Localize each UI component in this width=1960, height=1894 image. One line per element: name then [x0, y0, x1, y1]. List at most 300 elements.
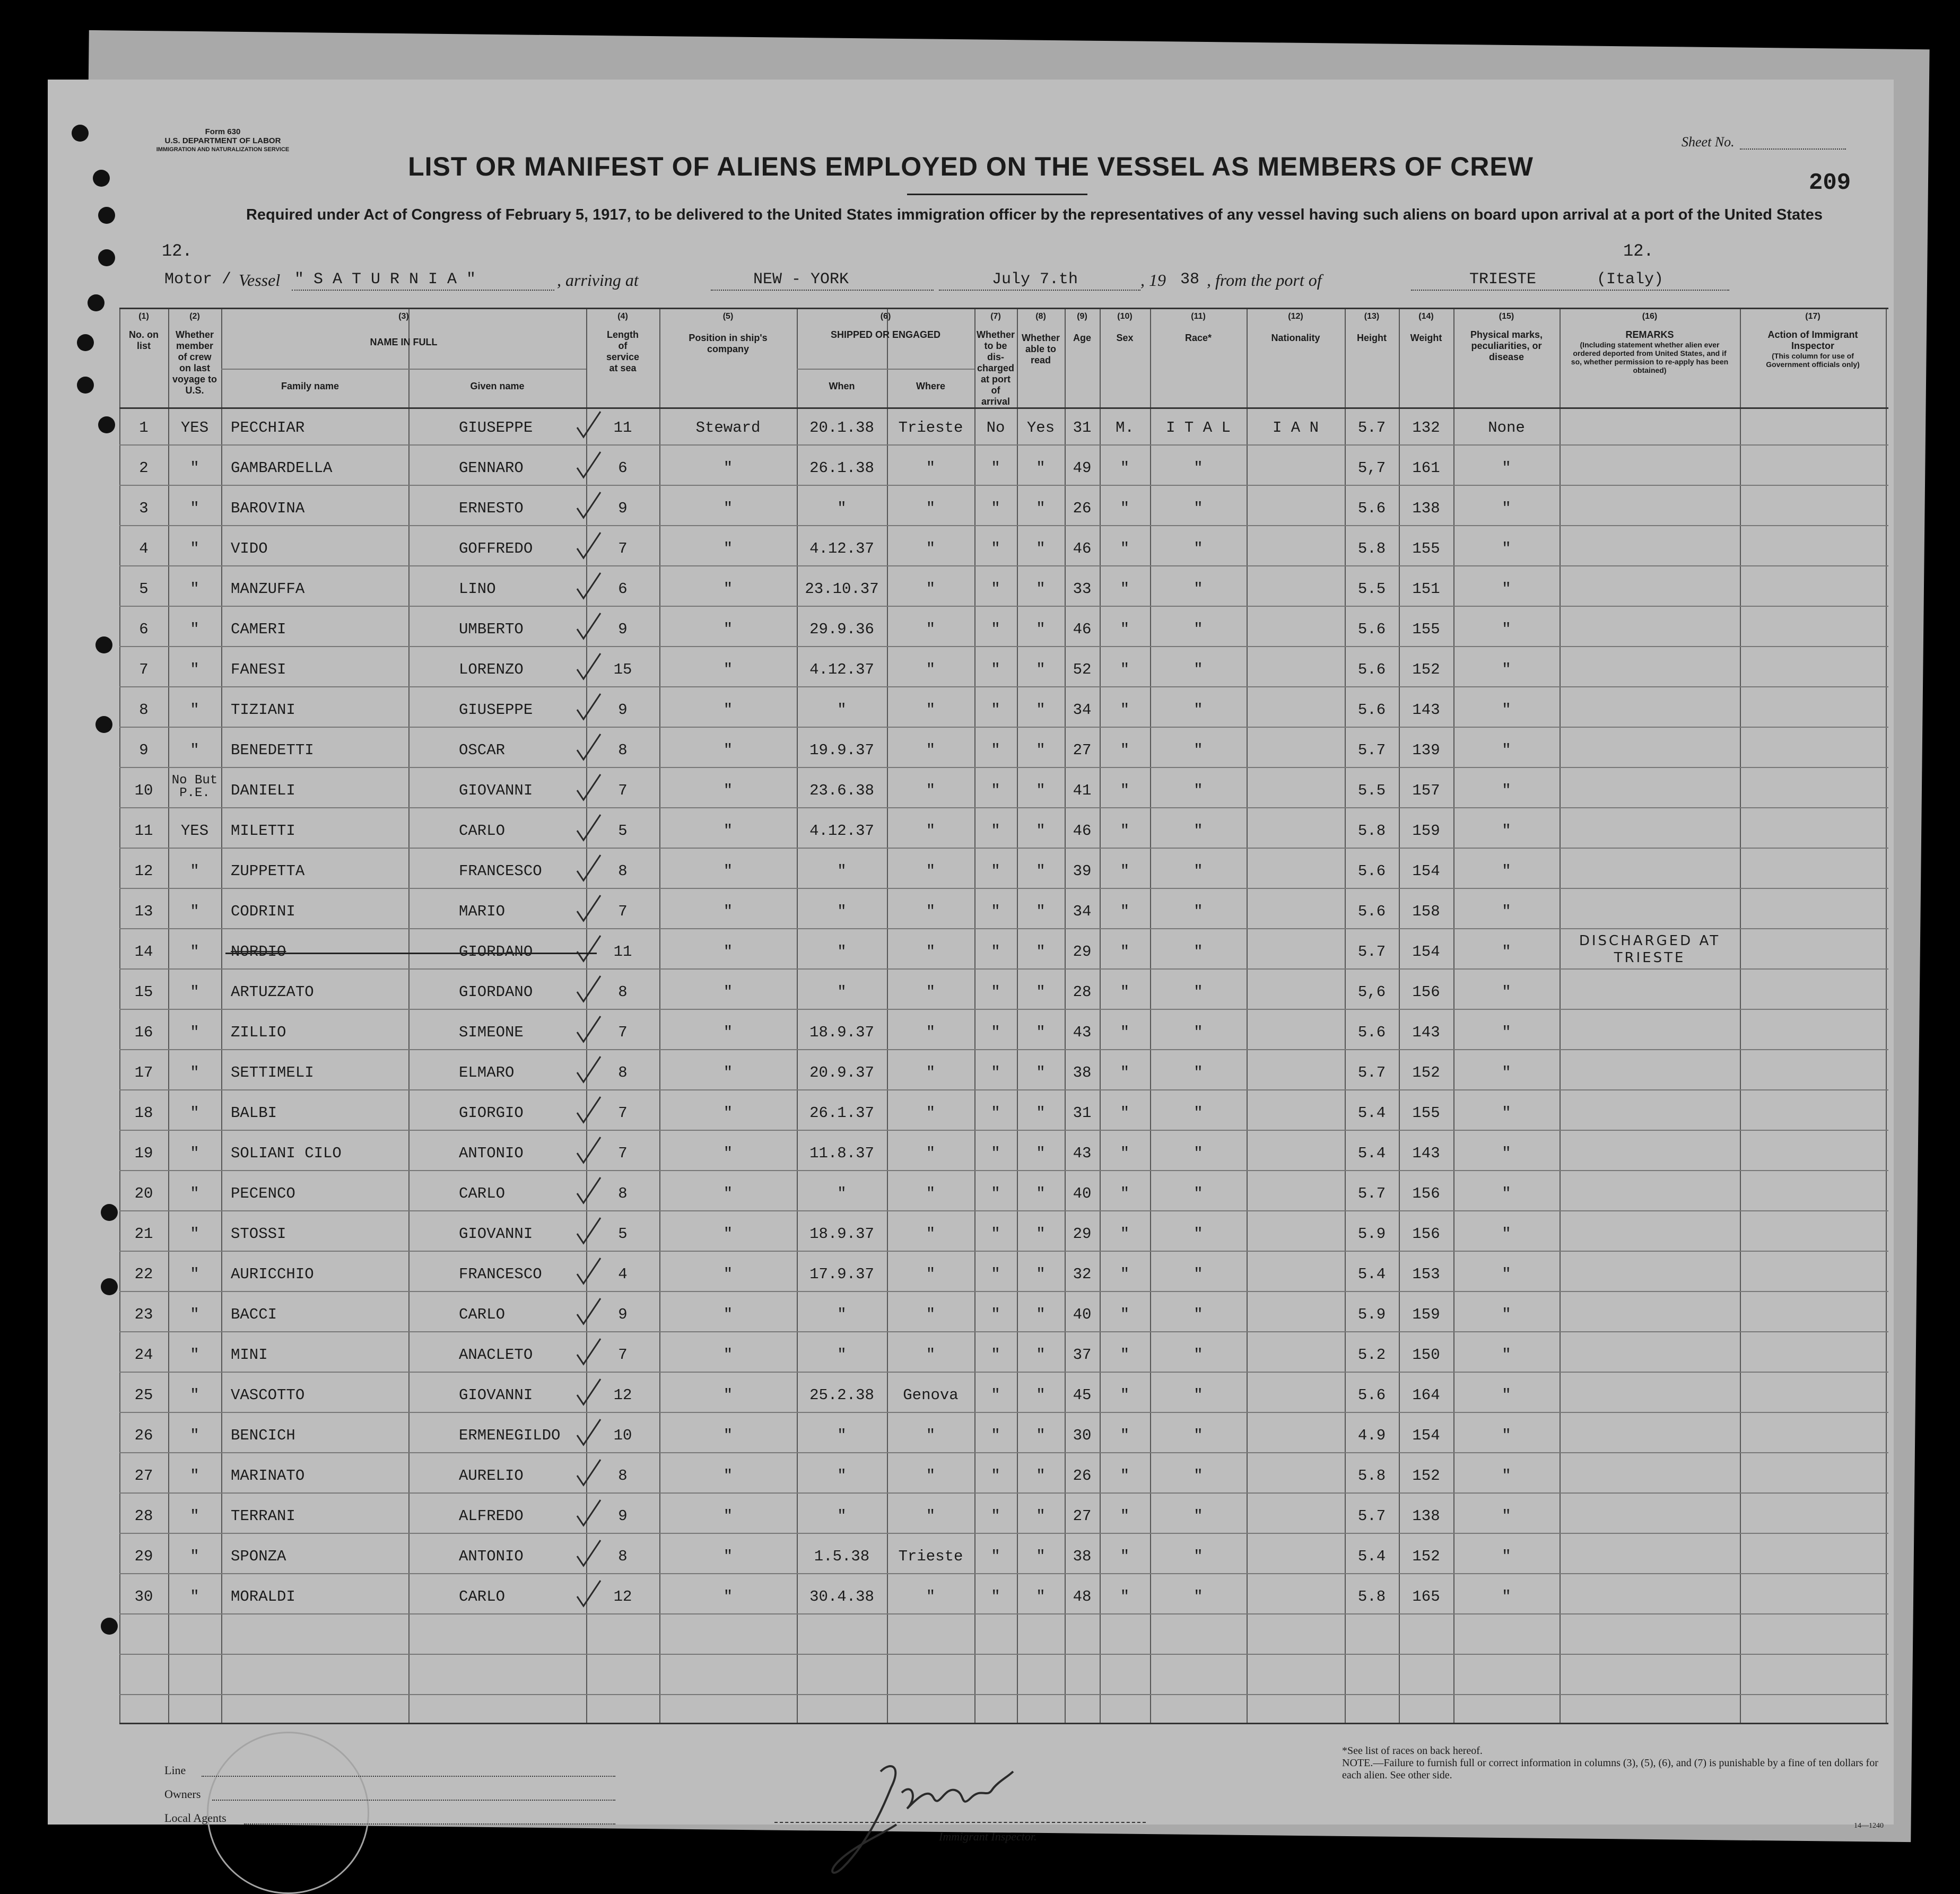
cell-given: CARLO: [459, 1306, 506, 1323]
owners-field: [212, 1800, 615, 1801]
cell-race: ": [1194, 1306, 1203, 1323]
cell-position: ": [723, 701, 733, 719]
check-mark-icon: [573, 853, 605, 885]
inspector-signature: [812, 1740, 1066, 1888]
cell-age: 29: [1073, 1225, 1092, 1243]
cell-height: 5.4: [1357, 1548, 1386, 1565]
cell-where: ": [926, 983, 936, 1001]
cell-where: ": [926, 1588, 936, 1605]
cell-read: ": [1036, 1145, 1046, 1162]
cell-sex: ": [1120, 459, 1130, 477]
cell-when: 18.9.37: [809, 1024, 874, 1041]
cell-height: 5.7: [1357, 1507, 1386, 1525]
cell-given: CARLO: [459, 1588, 506, 1605]
arrival-port-line: [711, 290, 934, 291]
cell-height: 5.6: [1357, 862, 1386, 880]
cell-given: FRANCESCO: [459, 862, 542, 880]
cell-read: ": [1036, 1346, 1046, 1364]
col-header-shipped-when: When: [829, 381, 855, 391]
cell-no: 9: [139, 741, 149, 759]
cell-race: ": [1194, 903, 1203, 920]
cell-sex: ": [1120, 903, 1130, 920]
cell-family: CODRINI: [231, 903, 295, 920]
cell-age: 49: [1073, 459, 1092, 477]
cell-race: ": [1194, 1467, 1203, 1485]
cell-sex: ": [1120, 1024, 1130, 1041]
cell-service: 12: [613, 1386, 632, 1404]
cell-race: ": [1194, 1024, 1203, 1041]
cell-no: 21: [134, 1225, 153, 1243]
cell-sex: ": [1120, 580, 1130, 598]
cell-height: 5.4: [1357, 1145, 1386, 1162]
cell-race: ": [1194, 701, 1203, 719]
cell-given: OSCAR: [459, 741, 506, 759]
cell-read: ": [1036, 822, 1046, 840]
cell-age: 29: [1073, 943, 1092, 961]
list-number-right: 12.: [1623, 241, 1654, 261]
cell-no: 27: [134, 1467, 153, 1485]
cell-marks: ": [1502, 1024, 1511, 1041]
cell-height: 5.9: [1357, 1306, 1386, 1323]
col-header-weight: (14) Weight: [1410, 312, 1442, 343]
cell-weight: 152: [1412, 1064, 1440, 1081]
cell-sex: ": [1120, 1225, 1130, 1243]
cell-service: 5: [618, 822, 628, 840]
cell-age: 37: [1073, 1346, 1092, 1364]
cell-given: LINO: [459, 580, 496, 598]
cell-given: GENNARO: [459, 459, 524, 477]
cell-sex: ": [1120, 1265, 1130, 1283]
check-mark-icon: [573, 1377, 605, 1409]
cell-when: ": [837, 500, 847, 517]
cell-no: 22: [134, 1265, 153, 1283]
cell-race: ": [1194, 1548, 1203, 1565]
cell-discharged: ": [991, 1104, 1000, 1122]
cell-sex: M.: [1116, 419, 1134, 437]
departure-country: (Italy): [1597, 270, 1664, 289]
punch-hole: [98, 207, 115, 224]
cell-where: ": [926, 661, 936, 678]
col-header-remarks: (16) REMARKS (Including statement whether alien ever ordered deported from United States, and if so, whether permission to re-apply has been obtained): [1571, 312, 1729, 374]
check-mark-icon: [573, 974, 605, 1006]
cell-position: ": [723, 1145, 733, 1162]
cell-read: ": [1036, 983, 1046, 1001]
cell-discharged: ": [991, 621, 1000, 638]
cell-race: ": [1194, 500, 1203, 517]
cell-no: 20: [134, 1185, 153, 1202]
cell-family: MANZUFFA: [231, 580, 305, 598]
cell-given: ALFREDO: [459, 1507, 524, 1525]
inspector-label: Immigrant Inspector.: [939, 1830, 1037, 1843]
cell-when: 20.1.38: [809, 419, 874, 437]
line-field: [202, 1776, 615, 1777]
check-mark-icon: [573, 1417, 605, 1449]
cell-age: 27: [1073, 741, 1092, 759]
cell-where: ": [926, 1507, 936, 1525]
cell-weight: 152: [1412, 1467, 1440, 1485]
cell-when: ": [837, 862, 847, 880]
cell-weight: 152: [1412, 1548, 1440, 1565]
col-header-sex: (10) Sex: [1116, 312, 1134, 343]
local-agents-label: Local Agents: [164, 1811, 227, 1825]
cell-marks: ": [1502, 1064, 1511, 1081]
cell-sex: ": [1120, 782, 1130, 799]
cell-service: 8: [618, 741, 628, 759]
cell-family: BAROVINA: [231, 500, 305, 517]
cell-when: ": [837, 1427, 847, 1444]
cell-read: ": [1036, 1548, 1046, 1565]
cell-no: 18: [134, 1104, 153, 1122]
cell-race: I T A L: [1166, 419, 1231, 437]
cell-crew: ": [190, 500, 199, 517]
cell-marks: ": [1502, 1306, 1511, 1323]
cell-weight: 138: [1412, 1507, 1440, 1525]
sheet-number-line: [1740, 149, 1846, 150]
cell-given: GIOVANNI: [459, 1225, 533, 1243]
cell-sex: ": [1120, 621, 1130, 638]
check-mark-icon: [573, 1538, 605, 1570]
col-header-position: (5) Position in ship's company: [689, 312, 768, 354]
cell-race: ": [1194, 1386, 1203, 1404]
cell-read: ": [1036, 661, 1046, 678]
cell-read: ": [1036, 1024, 1046, 1041]
cell-family: STOSSI: [231, 1225, 286, 1243]
cell-crew: ": [190, 1265, 199, 1283]
cell-where: ": [926, 1104, 936, 1122]
cell-where: ": [926, 943, 936, 961]
cell-family: AURICCHIO: [231, 1265, 314, 1283]
cell-age: 31: [1073, 1104, 1092, 1122]
cell-when: 20.9.37: [809, 1064, 874, 1081]
cell-no: 28: [134, 1507, 153, 1525]
cell-height: 5.5: [1357, 580, 1386, 598]
cell-marks: ": [1502, 943, 1511, 961]
col-header-height: (13) Height: [1357, 312, 1387, 343]
cell-when: ": [837, 943, 847, 961]
cell-when: ": [837, 1467, 847, 1485]
cell-service: 8: [618, 1185, 628, 1202]
cell-position: ": [723, 903, 733, 920]
cell-no: 26: [134, 1427, 153, 1444]
cell-where: ": [926, 1306, 936, 1323]
cell-service: 9: [618, 1306, 628, 1323]
cell-discharged: ": [991, 580, 1000, 598]
cell-where: ": [926, 1145, 936, 1162]
cell-age: 28: [1073, 983, 1092, 1001]
penalty-note: [1342, 1745, 1883, 1782]
cell-read: Yes: [1026, 419, 1055, 437]
cell-marks: ": [1502, 1346, 1511, 1364]
cell-marks: ": [1502, 500, 1511, 517]
cell-read: ": [1036, 1467, 1046, 1485]
cell-sex: ": [1120, 983, 1130, 1001]
cell-sex: ": [1120, 822, 1130, 840]
col-header-previous-crew: (2) Whether member of crew on last voyage to U.S.: [172, 312, 217, 396]
cell-age: 38: [1073, 1548, 1092, 1565]
cell-where: Trieste: [898, 419, 963, 437]
cell-discharged: ": [991, 1306, 1000, 1323]
cell-read: ": [1036, 1588, 1046, 1605]
cell-race: ": [1194, 459, 1203, 477]
cell-service: 5: [618, 1225, 628, 1243]
cell-given: UMBERTO: [459, 621, 524, 638]
cell-marks: ": [1502, 1507, 1511, 1525]
cell-position: ": [723, 580, 733, 598]
cell-race: ": [1194, 943, 1203, 961]
cell-position: ": [723, 540, 733, 557]
cell-position: ": [723, 661, 733, 678]
cell-race: ": [1194, 1427, 1203, 1444]
cell-weight: 143: [1412, 1145, 1440, 1162]
cell-no: 10: [134, 782, 153, 799]
cell-where: ": [926, 500, 936, 517]
cell-sex: ": [1120, 1346, 1130, 1364]
cell-position: ": [723, 1427, 733, 1444]
cell-given: ELMARO: [459, 1064, 515, 1081]
cell-crew: ": [190, 1185, 199, 1202]
cell-height: 5.6: [1357, 500, 1386, 517]
cell-read: ": [1036, 1306, 1046, 1323]
cell-given: GIUSEPPE: [459, 419, 533, 437]
cell-weight: 154: [1412, 943, 1440, 961]
cell-weight: 155: [1412, 1104, 1440, 1122]
cell-weight: 156: [1412, 1225, 1440, 1243]
check-mark-icon: [573, 813, 605, 844]
local-agents-field: [244, 1823, 615, 1825]
races-note: *See list of races on back hereof.: [1342, 1745, 1483, 1757]
cell-service: 7: [618, 782, 628, 799]
cell-no: 1: [139, 419, 149, 437]
vessel-name: " S A T U R N I A ": [294, 270, 476, 289]
cell-marks: ": [1502, 983, 1511, 1001]
fine-note: NOTE.—Failure to furnish full or correct information in columns (3), (5), (6), and (7) is punishable by a fine of ten dollars for each alien. See other side.: [1342, 1757, 1878, 1781]
cell-age: 34: [1073, 903, 1092, 920]
cell-when: 26.1.38: [809, 459, 874, 477]
cell-service: 8: [618, 862, 628, 880]
cell-marks: ": [1502, 741, 1511, 759]
cell-age: 46: [1073, 822, 1092, 840]
cell-family: PECENCO: [231, 1185, 295, 1202]
cell-read: ": [1036, 741, 1046, 759]
cell-marks: ": [1502, 701, 1511, 719]
check-mark-icon: [573, 1296, 605, 1328]
cell-where: ": [926, 1064, 936, 1081]
cell-no: 12: [134, 862, 153, 880]
cell-age: 30: [1073, 1427, 1092, 1444]
cell-when: ": [837, 1306, 847, 1323]
cell-race: ": [1194, 1185, 1203, 1202]
cell-given: AURELIO: [459, 1467, 524, 1485]
check-mark-icon: [573, 1256, 605, 1288]
check-mark-icon: [573, 692, 605, 723]
cell-discharged: ": [991, 1588, 1000, 1605]
cell-weight: 164: [1412, 1386, 1440, 1404]
remark-discharged: DISCHARGED AT TRIESTE: [1579, 933, 1721, 966]
cell-age: 39: [1073, 862, 1092, 880]
cell-weight: 138: [1412, 500, 1440, 517]
cell-position: Steward: [695, 419, 761, 437]
col-header-nationality: (12) Nationality: [1271, 312, 1320, 343]
cell-read: ": [1036, 943, 1046, 961]
check-mark-icon: [573, 1457, 605, 1489]
cell-age: 46: [1073, 540, 1092, 557]
cell-race: ": [1194, 822, 1203, 840]
cell-crew: ": [190, 1064, 199, 1081]
cell-no: 15: [134, 983, 153, 1001]
cell-service: 8: [618, 1064, 628, 1081]
cell-marks: None: [1488, 419, 1525, 437]
cell-height: 5.6: [1357, 903, 1386, 920]
cell-when: 11.8.37: [809, 1145, 874, 1162]
cell-weight: 132: [1412, 419, 1440, 437]
cell-race: ": [1194, 741, 1203, 759]
cell-weight: 143: [1412, 1024, 1440, 1041]
cell-position: ": [723, 1386, 733, 1404]
consular-seal: [207, 1732, 369, 1894]
punch-hole: [101, 1618, 118, 1635]
cell-age: 48: [1073, 1588, 1092, 1605]
cell-given: SIMEONE: [459, 1024, 524, 1041]
cell-weight: 159: [1412, 1306, 1440, 1323]
cell-discharged: ": [991, 540, 1000, 557]
cell-read: ": [1036, 1104, 1046, 1122]
cell-given: GIUSEPPE: [459, 701, 533, 719]
cell-age: 46: [1073, 621, 1092, 638]
cell-discharged: ": [991, 1265, 1000, 1283]
cell-no: 23: [134, 1306, 153, 1323]
cell-position: ": [723, 1104, 733, 1122]
cell-when: 30.4.38: [809, 1588, 874, 1605]
punch-hole: [101, 1204, 118, 1221]
cell-weight: 155: [1412, 621, 1440, 638]
check-mark-icon: [573, 450, 605, 482]
cell-read: ": [1036, 1265, 1046, 1283]
cell-service: 11: [613, 419, 632, 437]
cell-crew: ": [190, 1467, 199, 1485]
cell-where: ": [926, 741, 936, 759]
cell-crew: ": [190, 1145, 199, 1162]
cell-crew: ": [190, 661, 199, 678]
title-rule: [907, 194, 1087, 195]
cell-discharged: ": [991, 1346, 1000, 1364]
department-name: U.S. DEPARTMENT OF LABOR: [164, 136, 281, 145]
cell-race: ": [1194, 540, 1203, 557]
cell-weight: 153: [1412, 1265, 1440, 1283]
cell-discharged: ": [991, 1185, 1000, 1202]
cell-no: 16: [134, 1024, 153, 1041]
cell-height: 5,6: [1357, 983, 1386, 1001]
cell-marks: ": [1502, 903, 1511, 920]
cell-read: ": [1036, 621, 1046, 638]
cell-read: ": [1036, 1225, 1046, 1243]
punch-hole: [72, 125, 89, 142]
col-header-shipped: (6) SHIPPED OR ENGAGED: [830, 312, 941, 340]
cell-weight: 154: [1412, 862, 1440, 880]
cell-no: 8: [139, 701, 149, 719]
cell-position: ": [723, 1588, 733, 1605]
punch-hole: [101, 1278, 118, 1295]
cell-weight: 143: [1412, 701, 1440, 719]
cell-where: ": [926, 903, 936, 920]
cell-family: TERRANI: [231, 1507, 295, 1525]
cell-crew: ": [190, 540, 199, 557]
cell-position: ": [723, 1548, 733, 1565]
cell-family: DANIELI: [231, 782, 295, 799]
cell-weight: 159: [1412, 822, 1440, 840]
cell-family: ZUPPETTA: [231, 862, 305, 880]
cell-family: FANESI: [231, 661, 286, 678]
cell-position: ": [723, 1265, 733, 1283]
cell-crew: ": [190, 1306, 199, 1323]
from-port-label: , from the port of: [1207, 270, 1322, 290]
arriving-label: , arriving at: [557, 270, 639, 290]
cell-when: ": [837, 1185, 847, 1202]
cell-crew: ": [190, 1346, 199, 1364]
col-header-service-length: (4) Length of service at sea: [606, 312, 640, 373]
cell-position: ": [723, 1507, 733, 1525]
cell-family: VASCOTTO: [231, 1386, 305, 1404]
cell-service: 8: [618, 1548, 628, 1565]
cell-age: 52: [1073, 661, 1092, 678]
cell-family: NORDIO: [231, 943, 286, 961]
cell-marks: ": [1502, 1427, 1511, 1444]
check-mark-icon: [573, 893, 605, 925]
cell-family: ZILLIO: [231, 1024, 286, 1041]
cell-where: ": [926, 701, 936, 719]
cell-weight: 156: [1412, 983, 1440, 1001]
cell-no: 5: [139, 580, 149, 598]
cell-height: 5.8: [1357, 540, 1386, 557]
punch-hole: [95, 636, 112, 653]
cell-age: 31: [1073, 419, 1092, 437]
cell-service: 7: [618, 1104, 628, 1122]
cell-given: GIORDANO: [459, 983, 533, 1001]
cell-read: ": [1036, 1427, 1046, 1444]
col-header-inspector-action: (17) Action of Immigrant Inspector (This column for use of Government officials only): [1766, 312, 1860, 369]
cell-sex: ": [1120, 661, 1130, 678]
cell-when: ": [837, 701, 847, 719]
cell-where: ": [926, 1024, 936, 1041]
cell-crew: ": [190, 1507, 199, 1525]
cell-age: 26: [1073, 500, 1092, 517]
cell-service: 12: [613, 1588, 632, 1605]
cell-race: ": [1194, 862, 1203, 880]
check-mark-icon: [573, 611, 605, 643]
cell-no: 17: [134, 1064, 153, 1081]
cell-age: 41: [1073, 782, 1092, 799]
cell-read: ": [1036, 1386, 1046, 1404]
cell-no: 7: [139, 661, 149, 678]
cell-age: 32: [1073, 1265, 1092, 1283]
cell-marks: ": [1502, 1104, 1511, 1122]
cell-sex: ": [1120, 500, 1130, 517]
cell-discharged: ": [991, 1386, 1000, 1404]
sheet-number-label: Sheet No.: [1682, 134, 1735, 150]
cell-discharged: ": [991, 862, 1000, 880]
cell-crew: ": [190, 943, 199, 961]
cell-crew: ": [190, 1588, 199, 1605]
cell-where: ": [926, 621, 936, 638]
cell-given: FRANCESCO: [459, 1265, 542, 1283]
col-header-name: (3) NAME IN FULL: [370, 312, 438, 347]
cell-read: ": [1036, 903, 1046, 920]
cell-when: 4.12.37: [809, 661, 874, 678]
cell-race: ": [1194, 1064, 1203, 1081]
cell-read: ": [1036, 862, 1046, 880]
cell-where: ": [926, 1185, 936, 1202]
cell-sex: ": [1120, 1548, 1130, 1565]
cell-where: ": [926, 862, 936, 880]
